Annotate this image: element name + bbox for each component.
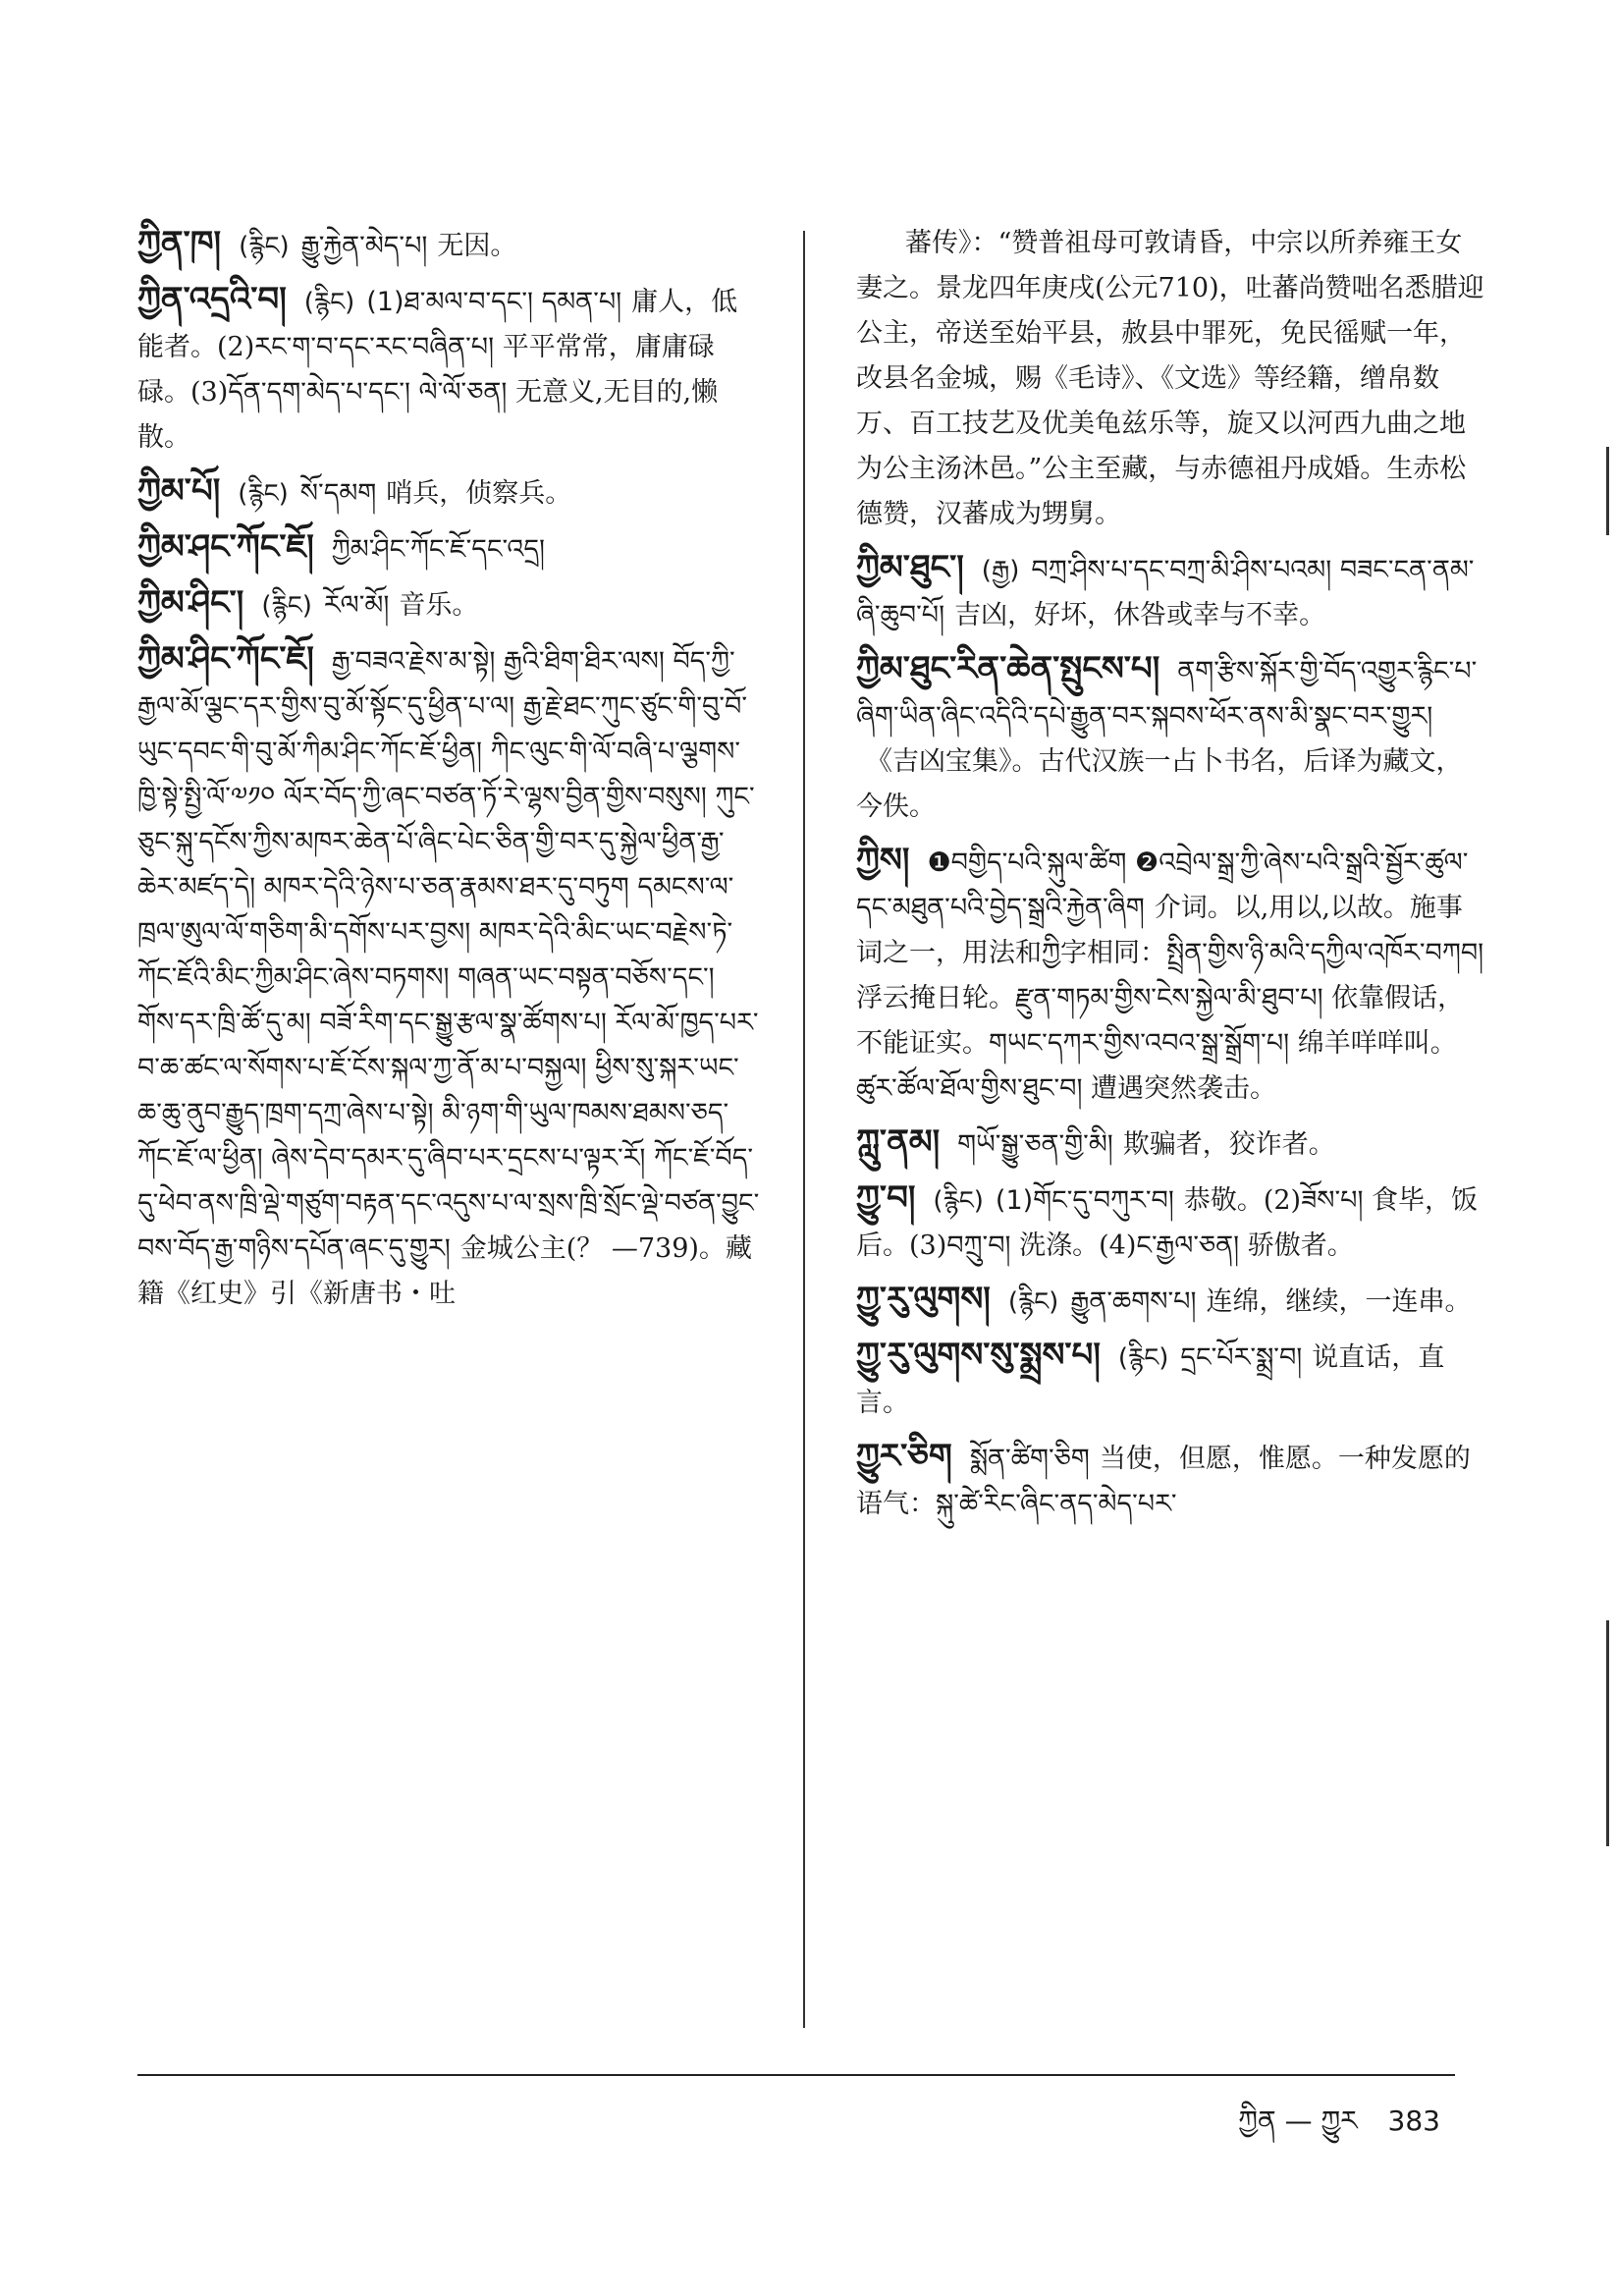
tibetan-definition: ཀྱིམ་ཤིང་ཀོང་ཇོ་དང་འདྲ། <box>331 534 545 565</box>
tibetan-definition: ནག་རྩིས་སྐོར་གྱི་བོད་འགྱུར་རྙིང་པ་ཞིག་ཡིན་ཞིང་འདིའི་དཔེ་རྒྱུན་བར་སྐབས་ཕོར་ནས་མི་སྣང་བར་གྱུར། <box>856 656 1478 732</box>
headword: ཀྱིམ་ཐུང་། <box>856 548 964 587</box>
headword: ཀྱུ་རུ་ལུགས། <box>856 1280 991 1319</box>
chinese-definition: 无因。 <box>437 231 517 261</box>
register-tag: (རྙིང) <box>1117 1343 1169 1373</box>
register-tag: (རྙིང) <box>1007 1287 1059 1317</box>
chinese-definition: 庸人，低能者。(2)རང་ག་བ་དང་རང་བཞིན་པ། 平平常常，庸庸碌碌。(3)དོན་དག་མེད་པ་དང་། ལེ་ལོ་ཅན། 无意义,无目的,懒散。 <box>137 287 738 453</box>
margin-mark <box>1606 447 1609 535</box>
chinese-definition: 哨兵，侦察兵。 <box>386 478 572 509</box>
chinese-definition: 蕃传》：“赞普祖母可敦请昏，中宗以所养雍王女妻之。景龙四年庚戌(公元710)，吐蕃尚赞咄名悉腊迎公主，帝送至始平县，赦县中罪死，免民徭赋一年，改县名金城，赐《毛诗》、《文选》等经籍，缯帛数万、百工技艺及优美龟兹乐等，旋又以河西九曲之地为公主汤沐邑。”公主至藏，与赤德祖丹成婚。生赤松德赞，汉蕃成为甥舅。 <box>856 228 1484 529</box>
entry-range: ཀྱིན — ཀྱུར <box>1238 2105 1358 2137</box>
left-column <box>137 221 761 1325</box>
dictionary-entry <box>856 1333 1484 1426</box>
page-number: 383 <box>1387 2105 1440 2137</box>
headword: ཀྱིམ་ཤང་ཀོང་ཇོ། <box>137 527 314 567</box>
headword: ཀྱིས། <box>856 841 910 880</box>
register-tag: (རྙིང) <box>239 232 290 261</box>
dictionary-entry <box>856 1434 1484 1527</box>
chinese-definition: 吉凶，好坏，休咎或幸与不幸。 <box>954 600 1326 630</box>
tibetan-definition: བཀྲ་ཤིས་པ་དང་བཀྲ་མི་ཤིས་པའམ། བཟང་ངན་ནམ་ཞི་ཆུབ་པོ། <box>856 555 1475 630</box>
tibetan-definition: སོ་དམག <box>299 478 377 509</box>
tibetan-definition: རྒྱུ་རྐྱེན་མེད་པ། <box>300 231 428 261</box>
right-column <box>856 221 1484 1535</box>
dictionary-entry <box>137 580 761 629</box>
headword: ཀྱིམ་ཤིང་། <box>137 583 244 623</box>
tibetan-definition: རྒྱུན་ཆགས་པ། <box>1070 1286 1197 1317</box>
tibetan-definition: སྨོན་ཚིག་ཅིག <box>969 1444 1090 1474</box>
footer-rule <box>137 2074 1455 2076</box>
dictionary-entry <box>856 1175 1484 1269</box>
dictionary-entry <box>856 838 1484 1112</box>
tibetan-definition: རོལ་མོ། <box>323 590 390 621</box>
chinese-definition: 《吉凶宝集》。古代汉族一占卜书名，后译为藏文，今佚。 <box>856 746 1463 822</box>
dictionary-entry <box>137 277 761 461</box>
dictionary-entry <box>856 545 1484 638</box>
tibetan-definition: གཡོ་སྒྱུ་ཅན་གྱི་མི། <box>957 1129 1113 1160</box>
headword: ཀྱིན་འདྲའི་བ། <box>137 280 287 319</box>
chinese-definition: 说直话，直言。 <box>856 1342 1445 1418</box>
headword: ཀྱུ་བ། <box>856 1178 916 1218</box>
headword: ཀྱིམ་པོ། <box>137 471 221 511</box>
dictionary-entry <box>856 1120 1484 1168</box>
dictionary-entry <box>856 221 1484 537</box>
headword: ཀྱིན་ཁ། <box>137 224 222 263</box>
dictionary-entry <box>856 1277 1484 1325</box>
dictionary-entry <box>856 646 1484 830</box>
chinese-definition: 连绵，继续，一连串。 <box>1206 1286 1472 1317</box>
register-tag: (རྙིང) <box>933 1186 984 1216</box>
chinese-definition: 当使，但愿，惟愿。一种发愿的语气：སྐུ་ཚེ་རིང་ཞིང་ནད་མེད་པར་ <box>856 1444 1471 1519</box>
register-tag: (རྙིང) <box>261 591 312 621</box>
column-divider <box>803 231 805 2028</box>
headword: ཀྱུར་ཅིག <box>856 1437 952 1476</box>
headword: ཀླུ་ནམ། <box>856 1122 941 1162</box>
tibetan-definition: དྲང་པོར་སྨྲ་བ། <box>1180 1342 1303 1373</box>
dictionary-entry <box>137 636 761 1317</box>
register-tag: (རྙིང) <box>303 288 355 317</box>
chinese-definition: 欺骗者，狡诈者。 <box>1122 1129 1335 1160</box>
dictionary-entry <box>137 524 761 573</box>
dictionary-entry <box>137 468 761 517</box>
tibetan-definition: ❶བགྱིད་པའི་སྐུལ་ཚིག ❷འབྲེལ་སྒྲ་ཀྱི་ཞེས་པའི་སྒྲའི་སྦྱོར་ཚུལ་དང་མཐུན་པའི་བྱེད་སྒྲའི་རྐྱེན་ཞིག <box>856 847 1469 923</box>
tibetan-definition: (1)ཐ་མལ་བ་དང་། དམན་པ། <box>366 287 622 317</box>
headword: ཀྱུ་རུ་ལུགས་སུ་སྨྲས་པ། <box>856 1336 1101 1375</box>
chinese-definition: 介词。以,用以,以故。施事词之一，用法和ཀྱི字相同：སྤྲིན་གྱིས་ཉི་མའི་དཀྱིལ་འཁོར་བཀབ། 浮云掩日轮。རྫུན་གཏམ་གྱིས་ངེས་སྐྱེལ་མི་ཐུབ་པ། 依靠假话，不能证实。གཡང་དཀར་གྱིས་འབའ་སྒྲ་སྒྲོག་པ། 绵羊咩咩叫。ཚུར་ཚོལ་ཐོལ་གྱིས་ཐུང་བ། 遭遇突然袭击。 <box>856 893 1484 1104</box>
dictionary-entry <box>137 221 761 269</box>
tibetan-definition: རྒྱ་བཟའ་རྗེས་མ་སྟེ། རྒྱའི་ཐིག་ཐིར་ལས། བོད་ཀྱི་རྒྱལ་མོ་ལྕང་དར་གྱིས་བུ་མོ་སྟོང་དུ་ཕྱིན་པ་ལ། རྒྱ་རྗེ་ཐང་ཀུང་ཙུང་གི་བུ་བོ་ཡུང་དབང་གི་བུ་མོ་ཀིམ་ཤིང་ཀོང་ཇོ་ཕྱིན། ཀིང་ལུང་གི་ལོ་བཞི་པ་ལྕགས་ཁྱི་སྟེ་སྤྱི་ལོ་༧༡༠ ལོར་བོད་ཀྱི་ཞང་བཙན་ཏོ་རེ་ལྷས་བྱིན་གྱིས་བསུས། ཀུང་ཅུང་སྐུ་དངོས་ཀྱིས་མཁར་ཆེན་པོ་ཞིང་པེང་ཅིན་གྱི་བར་དུ་སྐྱེལ་ཕྱིན་རྒྱ་ཆེར་མཛད་དེ། མཁར་དེའི་ཉེས་པ་ཅན་རྣམས་ཐར་དུ་བཏུག དམངས་ལ་ཁྲལ་ཨུལ་ལོ་གཅིག་མི་དགོས་པར་བྱས། མཁར་དེའི་མིང་ཡང་བརྗེས་ཏེ་ཀོང་ཇོའི་མིང་ཀྱིམ་ཤིང་ཞེས་བཏགས། གཞན་ཡང་བསྟན་བཅོས་དང་། གོས་དར་ཁྲི་ཚོ་དུ་མ། བཟོ་རིག་དང་སྒྱུ་རྩལ་སྣ་ཚོགས་པ། རོལ་མོ་ཁྱད་པར་བ་ཆ་ཚང་ལ་སོགས་པ་ཇོ་ངོས་སྐལ་ཀྱ་ནོ་མ་པ་བསྐྱལ། ཕྱིས་སུ་སྐར་ཡང་ཆ་ཆུ་ནུབ་རྒྱུད་ཁྲག་དཀྲ་ཞེས་པ་སྟེ། མི་ཉག་གི་ཡུལ་ཁམས་ཐམས་ཅད་ཀོང་ཇོ་ལ་ཕྱིན། ཞེས་དེབ་དམར་དུ་ཞིབ་པར་དྲངས་པ་ལྟར་རོ། ཀོང་ཇོ་བོད་དུ་ཕེབ་ནས་ཁྲི་ལྡེ་གཙུག་བརྟན་དང་འདུས་པ་ལ་སྲས་ཁྲི་སྲོང་ལྡེ་བཙན་བྱུང་བས་བོད་རྒྱ་གཉིས་དཔོན་ཞང་དུ་གྱུར། <box>137 646 760 1264</box>
register-tag: (རྒྱ) <box>981 556 1020 585</box>
chinese-definition: 金城公主(？ —739)。藏籍《红史》引《新唐书・吐 <box>137 1233 752 1309</box>
headword: ཀྱིམ་ཤིང་ཀོང་ཇོ། <box>137 639 314 679</box>
chinese-definition: 恭敬。(2)ཟོས་པ། 食毕，饭后。(3)བཀྲུ་བ། 洗涤。(4)ང་རྒྱལ་ཅན། 骄傲者。 <box>856 1185 1479 1261</box>
register-tag: (རྙིང) <box>238 479 289 509</box>
margin-mark <box>1606 1620 1609 1846</box>
headword: ཀྱིམ་ཐུང་རིན་ཆེན་སྤུངས་པ། <box>856 649 1160 688</box>
chinese-definition: 音乐。 <box>399 590 479 621</box>
tibetan-definition: (1)གོང་དུ་བཀུར་བ། <box>995 1185 1174 1216</box>
page-footer <box>1216 2090 1440 2167</box>
